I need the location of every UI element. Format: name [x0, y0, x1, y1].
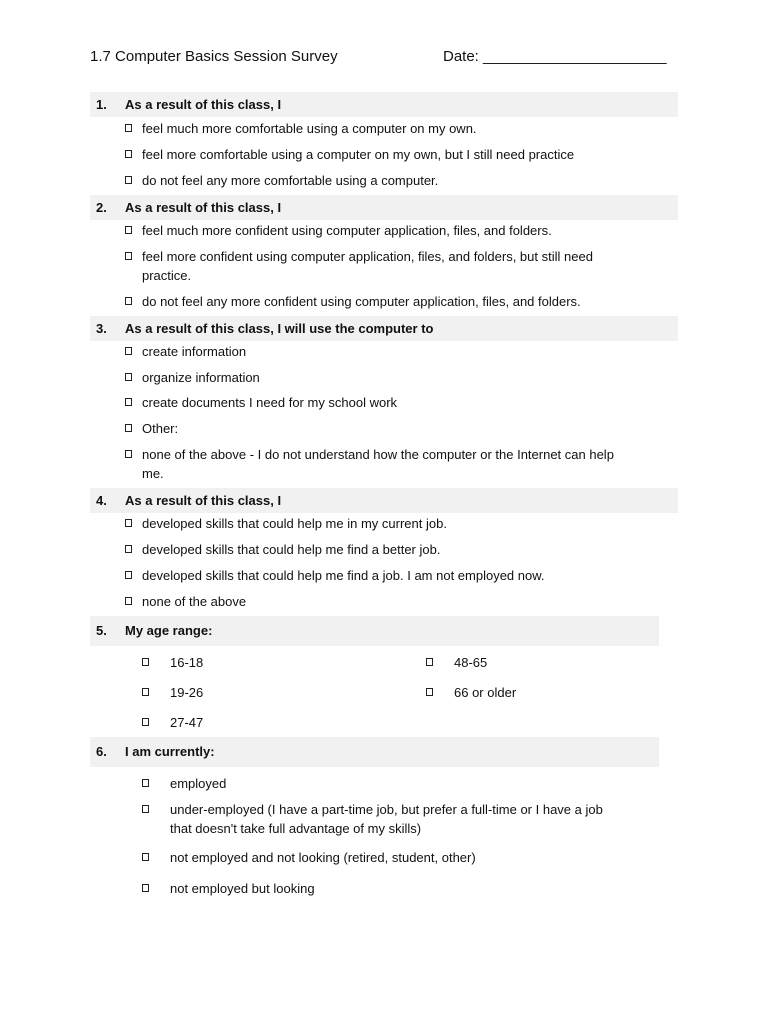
question-number: 5. [96, 623, 107, 638]
checkbox-icon[interactable] [125, 347, 132, 355]
option-label: not employed but looking [170, 881, 315, 896]
option-label: 27-47 [170, 715, 204, 730]
checkbox-icon[interactable] [142, 658, 149, 666]
checkbox-icon[interactable] [125, 519, 132, 527]
survey-title: 1.7 Computer Basics Session Survey [90, 48, 338, 65]
checkbox-icon[interactable] [125, 124, 132, 132]
question-number: 3. [96, 321, 107, 336]
option-label: developed skills that could help me find a job. I am not employed now. [142, 568, 545, 583]
option-label: organize information [142, 370, 260, 385]
question-number: 1. [96, 97, 107, 112]
option-label: developed skills that could help me in my current job. [142, 516, 447, 531]
checkbox-icon[interactable] [426, 658, 433, 666]
option-label: feel more comfortable using a computer on my own, but I still need practice [142, 147, 575, 162]
question-text: My age range: [125, 623, 213, 638]
checkbox-icon[interactable] [125, 398, 132, 406]
option-label-continuation: me. [142, 466, 164, 481]
option-label-continuation: practice. [142, 268, 192, 283]
option-label: feel much more comfortable using a computer on my own. [142, 121, 477, 136]
question-text: I am currently: [125, 744, 215, 759]
checkbox-icon[interactable] [125, 424, 132, 432]
checkbox-icon[interactable] [125, 450, 132, 458]
option-label: feel more confident using computer application, files, and folders, but still need [142, 249, 593, 264]
question-text: As a result of this class, I will use the computer to [125, 321, 434, 336]
checkbox-icon[interactable] [142, 718, 149, 726]
checkbox-icon[interactable] [125, 176, 132, 184]
option-label: create information [142, 344, 247, 359]
question-number: 2. [96, 200, 107, 215]
question-text: As a result of this class, I [125, 200, 282, 215]
option-label: 48-65 [454, 655, 488, 670]
question-4-header [90, 488, 678, 513]
question-1-header [90, 92, 678, 117]
option-label: developed skills that could help me find a better job. [142, 542, 441, 557]
checkbox-icon[interactable] [125, 297, 132, 305]
option-label-continuation: that doesn't take full advantage of my skills) [170, 821, 422, 836]
option-label: 66 or older [454, 685, 517, 700]
checkbox-icon[interactable] [125, 571, 132, 579]
checkbox-icon[interactable] [142, 688, 149, 696]
checkbox-icon[interactable] [125, 545, 132, 553]
option-label: 19-26 [170, 685, 204, 700]
option-label: not employed and not looking (retired, student, other) [170, 850, 476, 865]
question-6-header [90, 737, 659, 767]
option-label: do not feel any more comfortable using a computer. [142, 173, 439, 188]
checkbox-icon[interactable] [142, 779, 149, 787]
date-field-label: Date: ______________________ [443, 48, 667, 65]
checkbox-icon[interactable] [125, 373, 132, 381]
checkbox-icon[interactable] [125, 597, 132, 605]
question-5-header [90, 616, 659, 646]
option-label: Other: [142, 421, 179, 436]
checkbox-icon[interactable] [142, 805, 149, 813]
checkbox-icon[interactable] [125, 226, 132, 234]
question-text: As a result of this class, I [125, 97, 282, 112]
checkbox-icon[interactable] [142, 853, 149, 861]
option-label: feel much more confident using computer application, files, and folders. [142, 223, 552, 238]
checkbox-icon[interactable] [125, 150, 132, 158]
option-label: create documents I need for my school work [142, 395, 398, 410]
option-label: employed [170, 776, 227, 791]
option-label: none of the above - I do not understand how the computer or the Internet can help [142, 447, 614, 462]
question-number: 6. [96, 744, 107, 759]
question-text: As a result of this class, I [125, 493, 282, 508]
checkbox-icon[interactable] [426, 688, 433, 696]
checkbox-icon[interactable] [125, 252, 132, 260]
question-2-header [90, 195, 678, 220]
option-label: do not feel any more confident using computer application, files, and folders. [142, 294, 581, 309]
option-label: 16-18 [170, 655, 204, 670]
question-3-header [90, 316, 678, 341]
question-number: 4. [96, 493, 107, 508]
option-label: none of the above [142, 594, 247, 609]
option-label: under-employed (I have a part-time job, but prefer a full-time or I have a job [170, 802, 603, 817]
checkbox-icon[interactable] [142, 884, 149, 892]
